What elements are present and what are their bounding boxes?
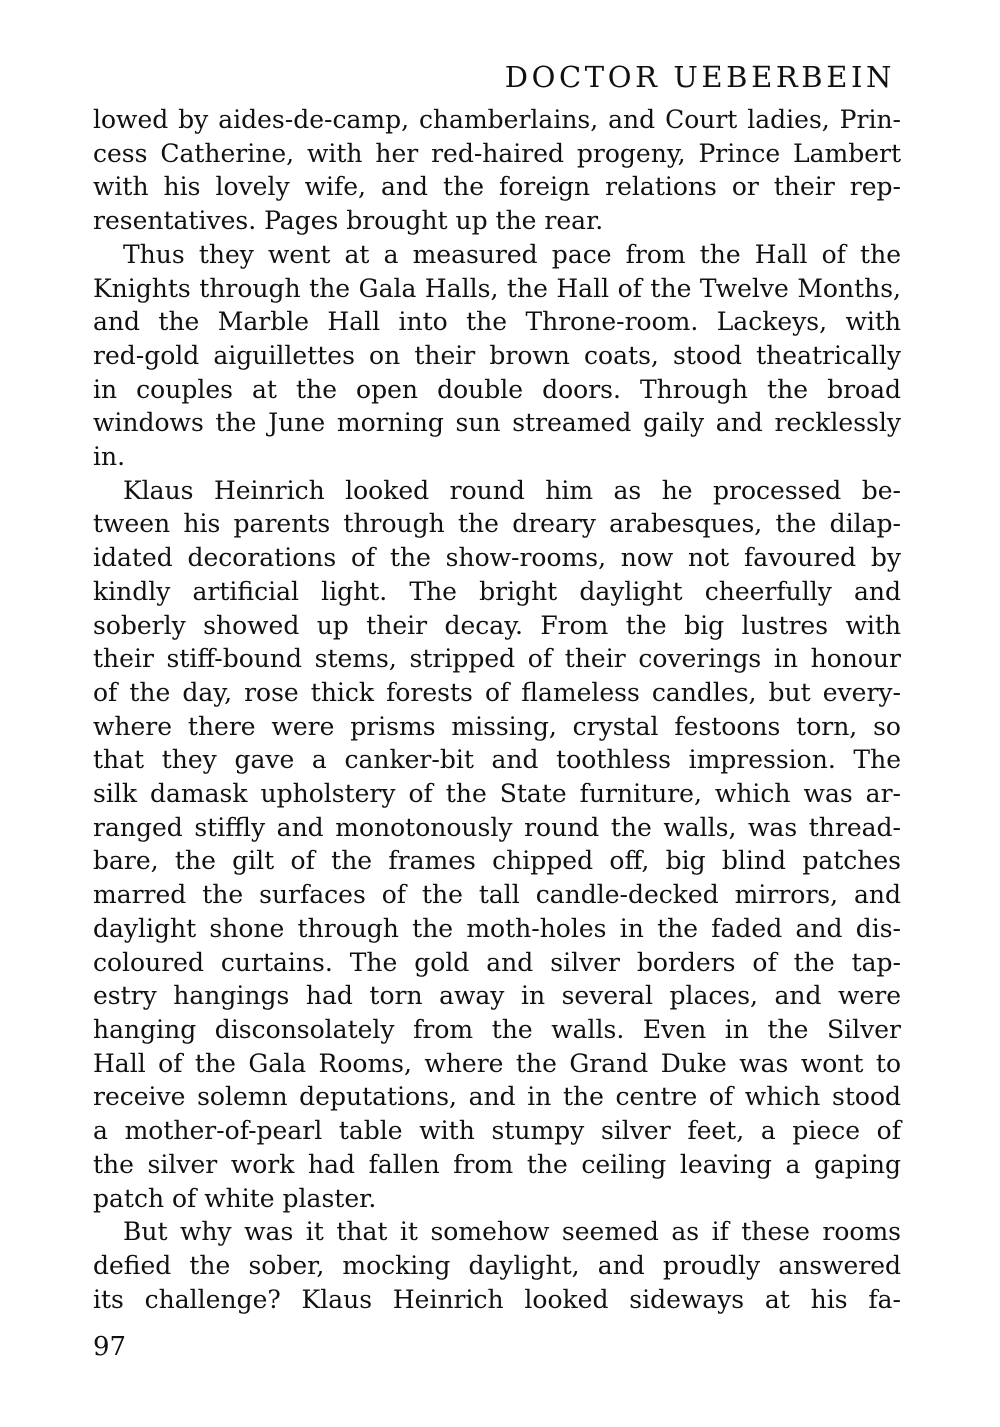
paragraph-4 — [93, 1215, 901, 1316]
text-line: tween his parents through the dreary arabesques, the dilap- — [93, 509, 901, 539]
text-line: Thus they went at a measured pace from the Hall of the — [123, 239, 901, 269]
text-line: ranged stiffly and monotonously round the walls, was thread- — [93, 812, 901, 842]
text-line: in. — [93, 442, 126, 472]
text-line: resentatives. Pages brought up the rear. — [93, 206, 604, 236]
page-number: 97 — [93, 1332, 127, 1362]
body-text — [93, 103, 901, 1316]
text-line: and the Marble Hall into the Throne-room. Lackeys, with — [93, 307, 901, 337]
text-line: hanging disconsolately from the walls. Even in the Silver — [93, 1014, 901, 1044]
text-line: where there were prisms missing, crystal festoons torn, so — [93, 711, 901, 741]
text-line: receive solemn deputations, and in the centre of which stood — [93, 1082, 901, 1112]
text-line: soberly showed up their decay. From the big lustres with — [93, 610, 901, 640]
text-line: the silver work had fallen from the ceiling leaving a gaping — [93, 1149, 901, 1179]
running-title: DOCTOR UEBERBEIN — [504, 60, 895, 94]
text-line: idated decorations of the show-rooms, now not favoured by — [93, 543, 901, 573]
paragraph-3 — [93, 474, 901, 1215]
text-line: that they gave a canker-bit and toothless impression. The — [93, 745, 901, 775]
text-line: lowed by aides-de-camp, chamberlains, and Court ladies, Prin- — [93, 105, 901, 134]
text-line: daylight shone through the moth-holes in the faded and dis- — [93, 913, 901, 943]
text-line: its challenge? Klaus Heinrich looked sideways at his fa- — [93, 1284, 901, 1314]
text-line: of the day, rose thick forests of flameless candles, but every- — [93, 677, 901, 707]
text-line: Knights through the Gala Halls, the Hall of the Twelve Months, — [93, 273, 901, 303]
text-line: marred the surfaces of the tall candle-decked mirrors, and — [93, 880, 901, 910]
text-line: Hall of the Gala Rooms, where the Grand Duke was wont to — [93, 1048, 901, 1078]
text-line: windows the June morning sun streamed gaily and recklessly — [93, 408, 901, 438]
text-line: red-gold aiguillettes on their brown coats, stood theatrically — [93, 340, 901, 370]
text-line: coloured curtains. The gold and silver borders of the tap- — [93, 947, 901, 977]
text-line: But why was it that it somehow seemed as if these rooms — [123, 1217, 901, 1247]
text-line: with his lovely wife, and the foreign relations or their rep- — [93, 172, 901, 202]
paragraph-2 — [93, 238, 901, 474]
text-line: cess Catherine, with her red-haired progeny, Prince Lambert — [93, 138, 901, 168]
text-line: silk damask upholstery of the State furniture, which was ar- — [93, 779, 901, 809]
text-line: estry hangings had torn away in several places, and were — [93, 981, 901, 1011]
text-line: defied the sober, mocking daylight, and proudly answered — [93, 1250, 901, 1280]
text-line: patch of white plaster. — [93, 1183, 377, 1213]
text-line: bare, the gilt of the frames chipped off, big blind patches — [93, 846, 901, 876]
text-line: a mother-of-pearl table with stumpy silver feet, a piece of — [93, 1116, 901, 1146]
text-line: in couples at the open double doors. Through the broad — [93, 374, 901, 404]
text-line: Klaus Heinrich looked round him as he processed be- — [123, 475, 901, 505]
text-line: kindly artificial light. The bright daylight cheerfully and — [93, 576, 901, 606]
paragraph-1 — [93, 103, 901, 238]
text-line: their stiff-bound stems, stripped of their coverings in honour — [93, 644, 901, 674]
